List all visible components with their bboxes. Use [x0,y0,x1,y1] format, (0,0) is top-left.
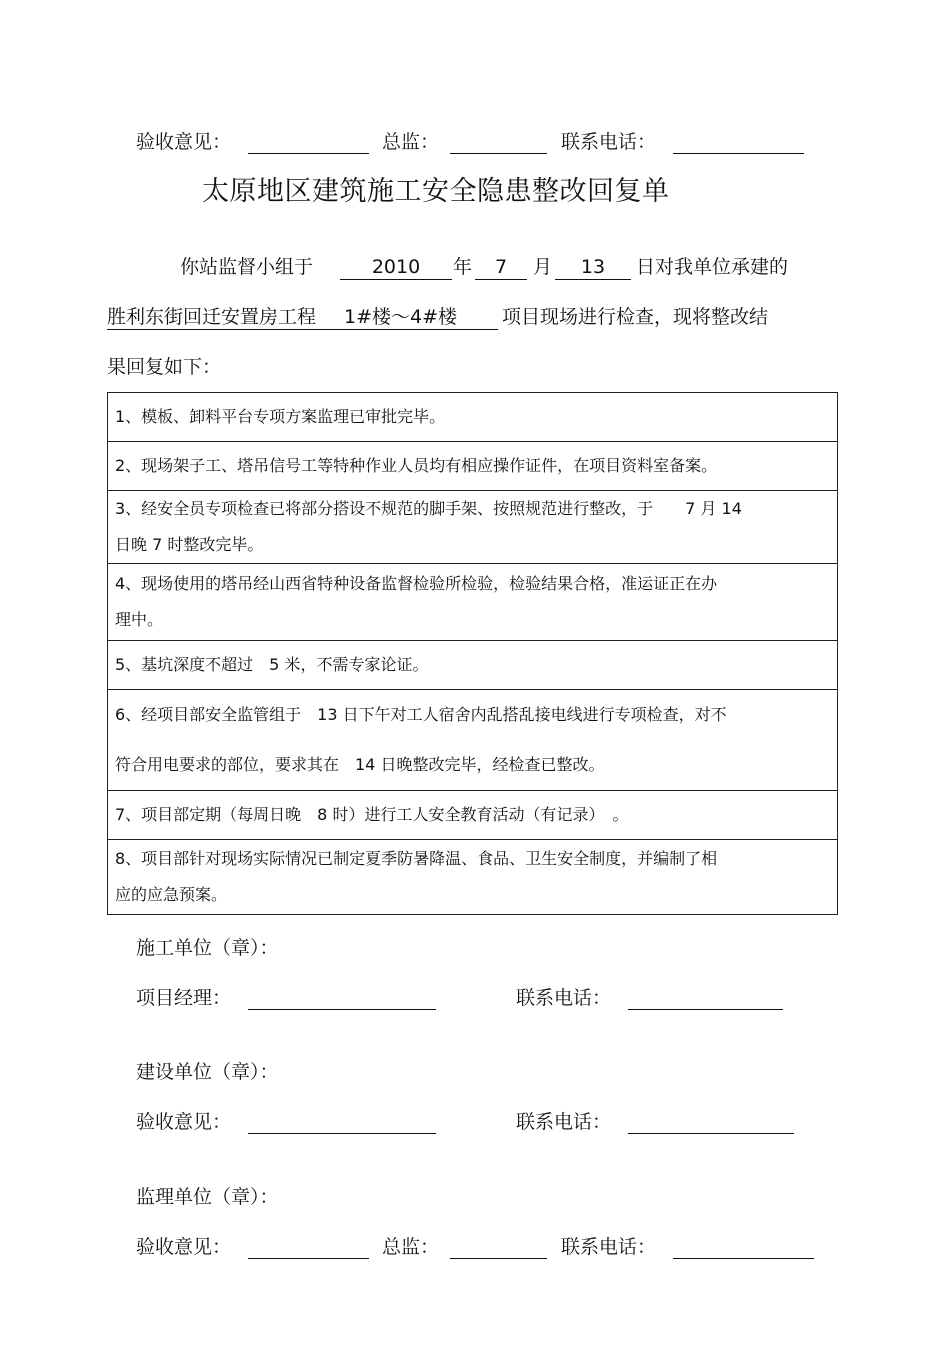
item-8-line-1: 8、项目部针对现场实际情况已制定夏季防暑降温、食品、卫生安全制度，并编制了相 [115,849,718,868]
supervision-unit-label: 监理单位（章）： [136,1186,279,1208]
intro-line3: 果回复如下： [107,356,222,378]
intro-year-field: 2010 [340,255,452,280]
item-6-line-1: 6、经项目部安全监管组于 13 日下午对工人宿舍内乱搭乱接电线进行专项检查，对不 [115,705,727,724]
owner-phone-blank[interactable] [628,1113,794,1134]
intro-month-unit: 月 [533,256,553,278]
top-phone-label: 联系电话： [561,131,657,153]
intro-month-field: 7 [475,255,527,280]
top-acceptance-blank[interactable] [248,133,369,154]
top-chief-blank[interactable] [450,133,547,154]
item-4-line-2: 理中。 [115,610,164,629]
table-row [108,840,838,915]
item-8-line-2: 应的应急预案。 [115,885,228,904]
item-cell [108,393,838,442]
item-2-line-1: 2、现场架子工、塔吊信号工等特种作业人员均有相应操作证件，在项目资料室备案。 [115,456,718,475]
item-7-line-1: 7、项目部定期（每周日晚 8 时）进行工人安全教育活动（有记录） 。 [115,805,629,824]
table-row [108,791,838,840]
intro-buildings: 1#楼～4#楼 [344,306,458,328]
document-title: 太原地区建筑施工安全隐患整改回复单 [202,176,670,207]
item-4-line-1: 4、现场使用的塔吊经山西省特种设备监督检验所检验，检验结果合格，准运证正在办 [115,574,718,593]
item-cell [108,442,838,491]
supervision-chief-label: 总监： [382,1236,440,1258]
item-6-line-2: 符合用电要求的部位，要求其在 14 日晚整改完毕，经检查已整改。 [115,755,605,774]
supervision-chief-blank[interactable] [450,1238,547,1259]
intro-day-field: 13 [555,255,631,280]
table-row [108,641,838,690]
supervision-acceptance-label: 验收意见： [136,1236,232,1258]
intro-project-name: 胜利东街回迁安置房工程 [107,306,317,328]
project-manager-label: 项目经理： [136,987,232,1009]
supervision-phone-blank[interactable] [673,1238,814,1259]
project-manager-blank[interactable] [248,989,436,1010]
construction-phone-label: 联系电话： [516,987,612,1009]
intro-year-unit: 年 [453,256,473,278]
table-row [108,491,838,564]
intro-day-suffix: 日对我单位承建的 [636,256,789,278]
item-5-line-1: 5、基坑深度不超过 5 米，不需专家论证。 [115,655,429,674]
construction-unit-label: 施工单位（章）： [136,937,279,959]
construction-phone-blank[interactable] [628,989,783,1010]
top-acceptance-label: 验收意见： [136,131,232,153]
owner-acceptance-label: 验收意见： [136,1111,232,1133]
table-row [108,690,838,791]
item-1-line-1: 1、模板、卸料平台专项方案监理已审批完毕。 [115,407,446,426]
table-row [108,393,838,442]
item-cell [108,840,838,915]
owner-unit-label: 建设单位（章）： [136,1061,279,1083]
top-phone-blank[interactable] [673,133,804,154]
supervision-phone-label: 联系电话： [561,1236,657,1258]
rectification-items-table [107,392,838,915]
item-cell [108,791,838,840]
item-cell [108,641,838,690]
owner-acceptance-blank[interactable] [248,1113,436,1134]
top-chief-label: 总监： [382,131,440,153]
owner-phone-label: 联系电话： [516,1111,612,1133]
intro-project-field [107,305,498,330]
item-cell [108,690,838,791]
supervision-acceptance-blank[interactable] [248,1238,369,1259]
item-3-line-1: 3、经安全员专项检查已将部分搭设不规范的脚手架、按照规范进行整改，于 7 月 14 [115,499,742,518]
table-row [108,442,838,491]
table-row [108,564,838,641]
item-cell [108,491,838,564]
item-cell [108,564,838,641]
intro-line2-suffix: 项目现场进行检查，现将整改结 [502,306,769,328]
intro-prefix: 你站监督小组于 [180,256,314,278]
item-3-line-2: 日晚 7 时整改完毕。 [115,535,264,554]
